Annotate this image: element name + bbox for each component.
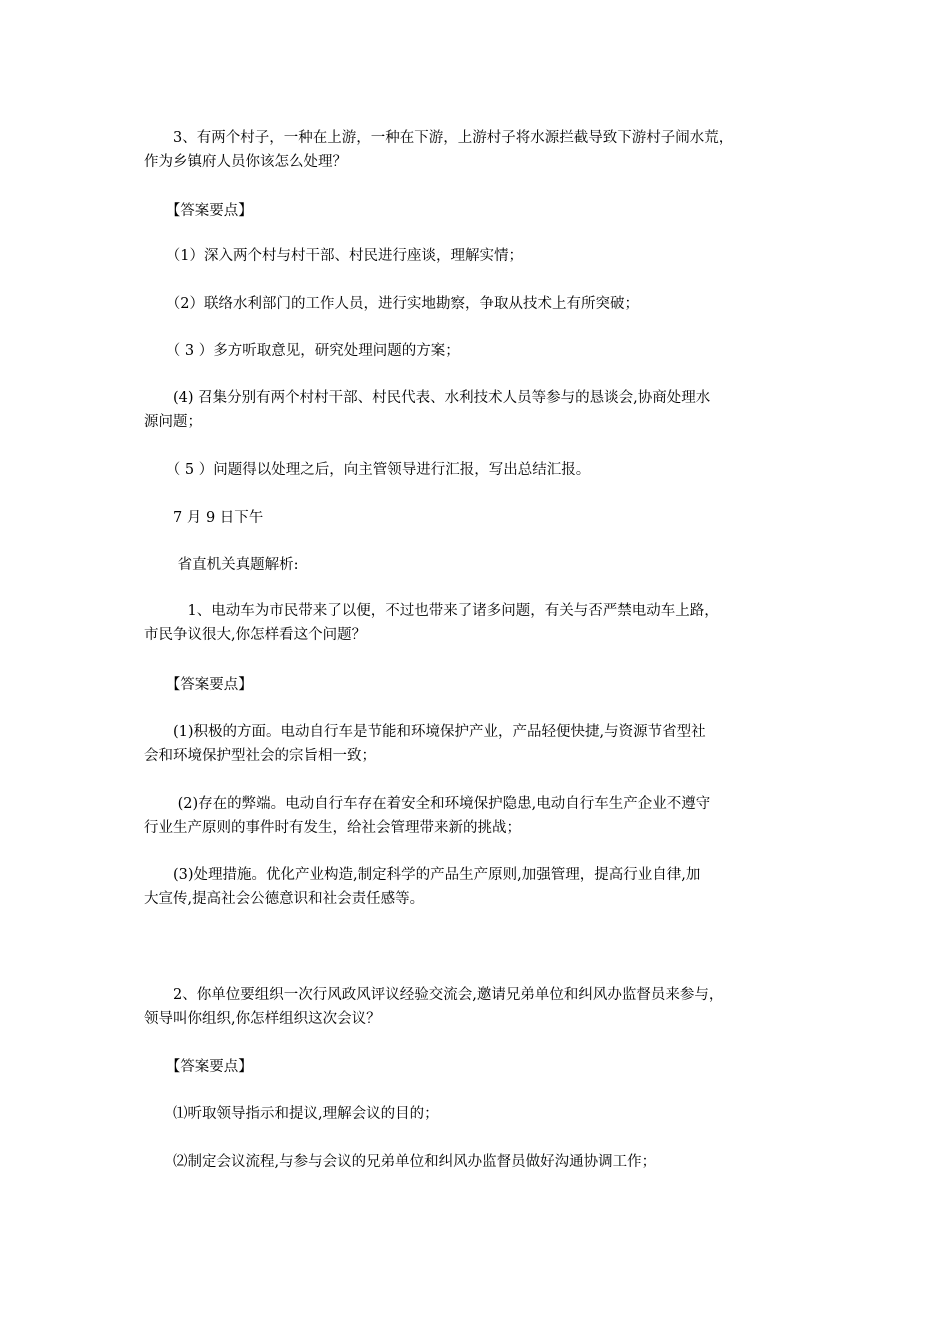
text-line: 市民争议很大,你怎样看这个问题？ (144, 627, 367, 643)
text-line: 【答案要点】 (144, 1059, 253, 1075)
date-line (144, 506, 812, 530)
answer-point (144, 863, 812, 911)
text-line: 行业生产原则的事件时有发生，给社会管理带来新的挑战； (144, 820, 521, 836)
question-2 (144, 983, 812, 1031)
answer-point (144, 1102, 812, 1126)
text-line: 2、你单位要组织一次行风政风评议经验交流会,邀请兄弟单位和纠风办监督员来参与， (144, 987, 724, 1003)
text-line: 大宣传,提高社会公德意识和社会责任感等。 (144, 891, 425, 907)
text-line: 省直机关真题解析: (144, 557, 299, 573)
text-line: (2)存在的弊端。电动自行车存在着安全和环境保护隐患,电动自行车生产企业不遵守 (144, 796, 711, 812)
text-line: 作为乡镇府人员你该怎么处理？ (144, 154, 347, 170)
text-line: （1）深入两个村与村干部、村民进行座谈，理解实情； (144, 248, 523, 264)
text-line: ⑵制定会议流程,与参与会议的兄弟单位和纠风办监督员做好沟通协调工作； (144, 1154, 657, 1170)
answer-point (144, 792, 812, 840)
question-1 (144, 599, 812, 647)
text-line: 【答案要点】 (144, 677, 253, 693)
text-line: (4) 召集分别有两个村村干部、村民代表、水利技术人员等参与的恳谈会,协商处理水 (144, 390, 711, 406)
answer-point (144, 339, 812, 363)
text-line: 3、有两个村子，一种在上游，一种在下游，上游村子将水源拦截导致下游村子闹水荒， (144, 130, 734, 146)
answer-point (144, 458, 812, 482)
answer-point (144, 244, 812, 268)
answer-point (144, 720, 812, 768)
text-line: 领导叫你组织,你怎样组织这次会议？ (144, 1011, 381, 1027)
answer-heading (144, 199, 812, 223)
text-line: 【答案要点】 (144, 203, 253, 219)
text-line: (3)处理措施。优化产业构造,制定科学的产品生产原则,加强管理，提高行业自律,加 (144, 867, 701, 883)
answer-heading (144, 673, 812, 697)
text-line: 7 月 9 日下午 (144, 510, 264, 526)
answer-heading (144, 1055, 812, 1079)
text-line: （ 3 ）多方听取意见，研究处理问题的方案； (144, 343, 460, 359)
section-title (144, 553, 812, 577)
text-line: （ 5 ）问题得以处理之后，向主管领导进行汇报，写出总结汇报。 (144, 462, 591, 478)
text-line: 1、电动车为市民带来了以便，不过也带来了诸多问题，有关与否严禁电动车上路， (144, 603, 719, 619)
text-line: （2）联络水利部门的工作人员，进行实地勘察，争取从技术上有所突破； (144, 296, 639, 312)
text-line: 会和环境保护型社会的宗旨相一致； (144, 748, 376, 764)
answer-point (144, 292, 812, 316)
question-3 (144, 126, 812, 174)
text-line: 源问题； (144, 414, 202, 430)
answer-point (144, 1150, 812, 1174)
text-line: (1)积极的方面。电动自行车是节能和环境保护产业，产品轻便快捷,与资源节省型社 (144, 724, 706, 740)
text-line: ⑴听取领导指示和提议,理解会议的目的； (144, 1106, 439, 1122)
answer-point (144, 386, 812, 434)
